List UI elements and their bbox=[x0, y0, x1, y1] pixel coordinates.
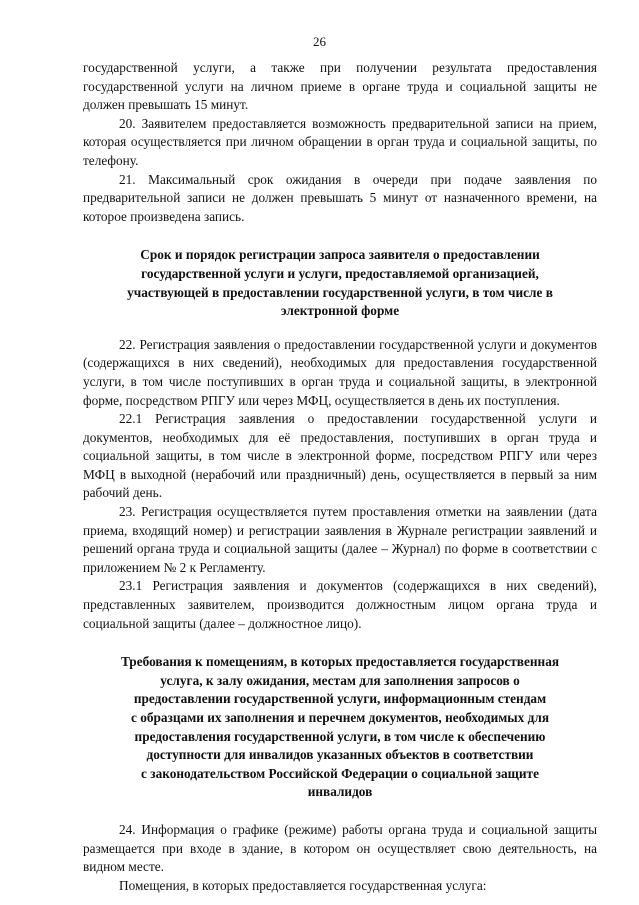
document-body bbox=[83, 59, 597, 895]
section-title-line: инвалидов bbox=[307, 784, 373, 800]
paragraph-22: 22. Регистрация заявления о предоставлении государственной услуги и документов (содержащихся в них сведений), необходимых для предоставления государственной услуги, в том числе поступивших в орган труда и социальной защиты, в электронной форме, посредством РПГУ или через МФЦ, осуществляется в день их поступления. bbox=[83, 336, 597, 408]
section-title-line: с образцами их заполнения и перечнем документов, необходимых для bbox=[130, 710, 550, 725]
section-title-line: предоставления государственной услуги, в том числе к обеспечению bbox=[134, 728, 546, 744]
page-number: 26 bbox=[313, 34, 326, 49]
paragraph-21: 21. Максимальный срок ожидания в очереди при подаче заявления по предварительной записи не должен превышать 5 минут от назначенного времени, на которое произведена запись. bbox=[83, 171, 597, 224]
section-title-registration bbox=[83, 246, 597, 320]
paragraph-premises-intro: Помещения, в которых предоставляется государственная услуга: bbox=[119, 877, 487, 893]
section-title-line: услуга, к залу ожидания, местам для заполнения запросов о bbox=[160, 672, 520, 688]
section-title-line: государственной услуги и услуги, предоставляемой организацией, bbox=[141, 265, 539, 281]
paragraph-22-1: 22.1 Регистрация заявления о предоставлении государственной услуги и документов, необходимых для её предоставления, поступивших в орган труда и социальной защиты, в том числе в электронной форме, посредством РПГУ или через МФЦ в выходной (нерабочий или праздничный) день, осуществляется в первый за ним рабочий день. bbox=[83, 411, 597, 501]
section-title-line: Требования к помещениям, в которых предоставляется государственная bbox=[120, 654, 560, 670]
paragraph-continued: государственной услуги, а также при получении результата предоставления государственной услуги на личном приеме в органе труда и социальной защиты не должен превышать 15 минут. bbox=[83, 60, 597, 113]
section-title-line: с законодательством Российской Федерации о социальной защите bbox=[141, 765, 539, 781]
section-title-line: Срок и порядок регистрации запроса заявителя о предоставлении bbox=[140, 247, 540, 263]
paragraph-23-1: 23.1 Регистрация заявления и документов (содержащихся в них сведений), представленных заявителем, производится должностным лицом органа труда и социальной защиты (далее – должностное лицо). bbox=[83, 578, 597, 631]
paragraph-23: 23. Регистрация осуществляется путем проставления отметки на заявлении (дата приема, входящий номер) и регистрации заявления в Журнале регистрации заявлений и решений органа труда и социальной защиты (далее – Журнал) по форме в соответствии с приложением № 2 к Регламенту. bbox=[83, 504, 597, 575]
section-title-line: доступности для инвалидов указанных объектов в соответствии bbox=[146, 747, 534, 763]
paragraph-24: 24. Информация о графике (режиме) работы органа труда и социальной защиты размещается при входе в здание, в котором он осуществляет свою деятельность, на видном месте. bbox=[83, 821, 597, 875]
paragraph-20: 20. Заявителем предоставляется возможность предварительной записи на прием, которая осуществляется при личном обращении в орган труда и социальной защиты, по телефону. bbox=[83, 115, 597, 168]
section-title-line: электронной форме bbox=[280, 303, 400, 319]
section-title-line: предоставлении государственной услуги, информационным стендам bbox=[133, 691, 547, 707]
section-title-premises bbox=[83, 653, 597, 802]
section-title-line: участвующей в предоставлении государственной услуги, в том числе в bbox=[127, 284, 553, 300]
